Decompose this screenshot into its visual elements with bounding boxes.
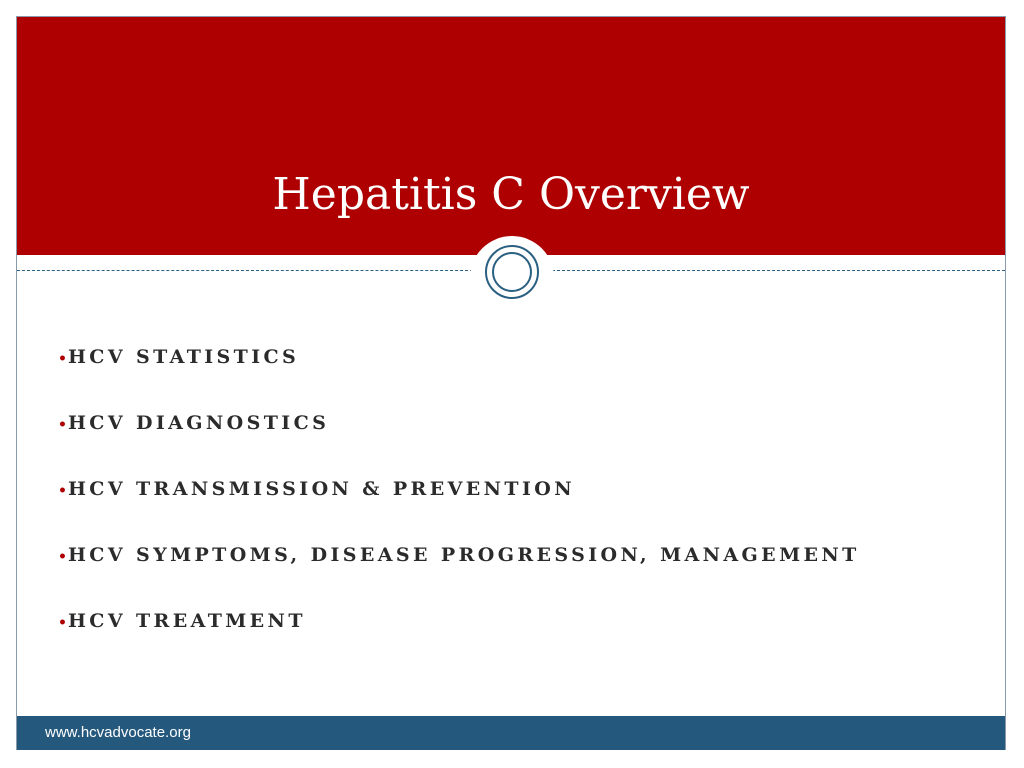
bullet-dot-icon: • xyxy=(58,549,67,565)
divider-rule-right xyxy=(552,270,1005,271)
bullet-list xyxy=(58,342,860,672)
circle-badge-inner-ring xyxy=(492,252,532,292)
bullet-text: HCV SYMPTOMS, DISEASE PROGRESSION, MANAGEMENT xyxy=(67,544,860,566)
bullet-item-symptoms xyxy=(58,540,860,606)
divider-rule-left xyxy=(17,270,473,271)
bullet-text: HCV TREATMENT xyxy=(67,610,306,632)
circle-badge-icon xyxy=(485,245,539,299)
bullet-item-statistics xyxy=(58,342,860,408)
bullet-text: HCV TRANSMISSION & PREVENTION xyxy=(67,478,575,500)
bullet-item-treatment xyxy=(58,606,860,672)
bullet-item-diagnostics xyxy=(58,408,860,474)
bullet-dot-icon: • xyxy=(58,483,67,499)
bullet-item-transmission xyxy=(58,474,860,540)
bullet-dot-icon: • xyxy=(58,351,67,367)
bullet-dot-icon: • xyxy=(58,615,67,631)
bullet-text: HCV STATISTICS xyxy=(67,346,300,368)
slide-title: Hepatitis C Overview xyxy=(272,169,750,220)
bullet-dot-icon: • xyxy=(58,417,67,433)
footer-url-link[interactable]: www.hcvadvocate.org xyxy=(45,724,191,741)
bullet-text: HCV DIAGNOSTICS xyxy=(67,412,330,434)
footer-bar xyxy=(17,716,1005,750)
